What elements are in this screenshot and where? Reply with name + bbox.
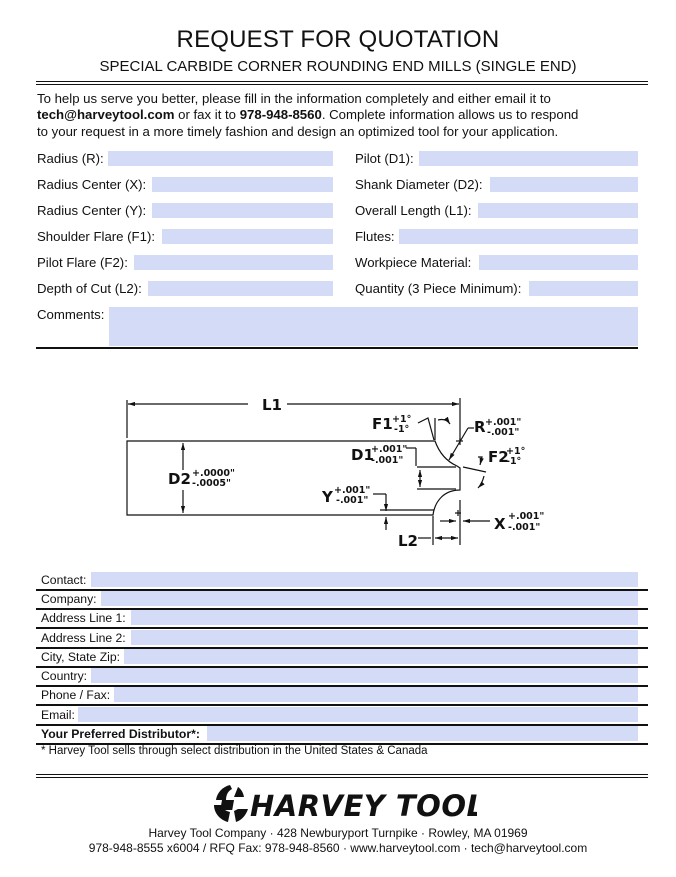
d1-tol-minus: -.001" — [371, 455, 404, 466]
intro-text — [37, 91, 647, 140]
flutes-label: Flutes: — [355, 229, 395, 244]
f1-label: F1 — [372, 415, 393, 433]
contact-label: Contact: — [41, 573, 87, 587]
flutes-input[interactable] — [399, 229, 638, 244]
shoulder-flare-input[interactable] — [162, 229, 333, 244]
row-divider — [36, 627, 648, 629]
f2-tol-plus: +1° — [506, 446, 526, 457]
email-input[interactable] — [78, 707, 638, 722]
comments-textarea[interactable] — [109, 307, 638, 346]
overall-length-input[interactable] — [478, 203, 638, 218]
radius-center-y-label: Radius Center (Y): — [37, 203, 147, 218]
y-label: Y — [322, 488, 333, 506]
pilot-d1-label: Pilot (D1): — [355, 151, 414, 166]
radius-input[interactable] — [108, 151, 333, 166]
r-tol-minus: -.001" — [487, 427, 520, 438]
preferred-distributor-label: Your Preferred Distributor*: — [41, 727, 200, 741]
city-state-zip-label: City, State Zip: — [41, 650, 121, 664]
workpiece-material-label: Workpiece Material: — [355, 255, 472, 270]
company-contact: 978-948-8555 x6004 / RFQ Fax: 978-948-8560 · www.harveytool.com · tech@harveytool.com — [88, 841, 588, 855]
radius-center-x-label: Radius Center (X): — [37, 177, 147, 192]
intro-line-3: to your request in a more timely fashion and design an optimized tool for your application. — [37, 123, 559, 139]
intro-fax-number: 978-948-8560 — [239, 107, 322, 123]
comments-divider — [36, 347, 638, 349]
intro-line-2 — [37, 107, 647, 123]
d2-tol-minus: -.0005" — [192, 478, 231, 489]
pilot-d1-input[interactable] — [419, 151, 638, 166]
distribution-footnote: * Harvey Tool sells through select distribution in the United States & Canada — [41, 745, 428, 757]
y-tol-plus: +.001" — [334, 485, 371, 496]
address-line-1-input[interactable] — [131, 610, 638, 625]
radius-center-y-input[interactable] — [152, 203, 333, 218]
shoulder-flare-label: Shoulder Flare (F1): — [37, 229, 155, 244]
f1-tol-plus: +1° — [392, 414, 412, 425]
depth-of-cut-label: Depth of Cut (L2): — [37, 281, 142, 296]
email-label: Email: — [41, 708, 75, 722]
phone-fax-input[interactable] — [114, 687, 638, 702]
contact-input[interactable] — [91, 572, 638, 587]
quantity-input[interactable] — [529, 281, 638, 296]
intro-email-link[interactable]: tech@harveytool.com — [37, 107, 175, 123]
d1-tol-plus: +.001" — [371, 444, 408, 455]
preferred-distributor-input[interactable] — [207, 726, 638, 741]
phone-fax-label: Phone / Fax: — [41, 688, 111, 702]
f2-tol-minus: -1° — [506, 456, 522, 467]
intro-text-rest: . Complete information allows us to respond — [321, 107, 579, 123]
address-line-2-label: Address Line 2: — [41, 631, 126, 645]
r-tol-plus: +.001" — [485, 417, 522, 428]
logo-text: HARVEY TOOL — [250, 789, 477, 823]
f1-tol-minus: -1° — [394, 424, 410, 435]
address-line-1-label: Address Line 1: — [41, 611, 126, 625]
d2-label: D2 — [168, 470, 191, 488]
shank-diameter-label: Shank Diameter (D2): — [355, 177, 483, 192]
country-input[interactable] — [91, 668, 638, 683]
header-divider — [36, 81, 648, 85]
radius-center-x-input[interactable] — [152, 177, 333, 192]
country-label: Country: — [41, 669, 88, 683]
r-label: R — [474, 418, 486, 436]
intro-line-1: To help us serve you better, please fill in the information completely and either email it to — [37, 91, 551, 106]
company-address: Harvey Tool Company · 428 Newburyport Turnpike · Rowley, MA 01969 — [148, 826, 528, 840]
y-tol-minus: -.001" — [336, 495, 369, 506]
harvey-tool-logo-icon — [212, 783, 477, 825]
x-tol-plus: +.001" — [508, 511, 545, 522]
footer-divider — [36, 774, 648, 778]
d1-label: D1 — [351, 446, 374, 464]
company-label: Company: — [41, 592, 97, 606]
f2-label: F2 — [488, 448, 509, 466]
city-state-zip-input[interactable] — [124, 649, 638, 664]
company-input[interactable] — [101, 591, 638, 606]
end-mill-diagram — [110, 385, 570, 555]
workpiece-material-input[interactable] — [479, 255, 638, 270]
d2-tol-plus: +.0000" — [192, 468, 235, 479]
x-label: X — [494, 515, 506, 533]
pilot-flare-label: Pilot Flare (F2): — [37, 255, 128, 270]
page-title: REQUEST FOR QUOTATION — [176, 26, 500, 53]
comments-label: Comments: — [37, 307, 105, 322]
address-line-2-input[interactable] — [131, 630, 638, 645]
pilot-flare-input[interactable] — [134, 255, 333, 270]
quantity-label: Quantity (3 Piece Minimum): — [355, 281, 522, 296]
l2-label: L2 — [398, 532, 418, 550]
overall-length-label: Overall Length (L1): — [355, 203, 472, 218]
l1-label: L1 — [262, 396, 282, 414]
page-subtitle: SPECIAL CARBIDE CORNER ROUNDING END MILLS (SINGLE END) — [99, 58, 577, 75]
shank-diameter-input[interactable] — [490, 177, 638, 192]
intro-text-mid: or fax it to — [174, 107, 240, 123]
harvey-tool-logo — [212, 783, 477, 825]
depth-of-cut-input[interactable] — [148, 281, 333, 296]
x-tol-minus: -.001" — [508, 522, 541, 533]
radius-label: Radius (R): — [37, 151, 104, 166]
row-divider — [36, 704, 648, 706]
